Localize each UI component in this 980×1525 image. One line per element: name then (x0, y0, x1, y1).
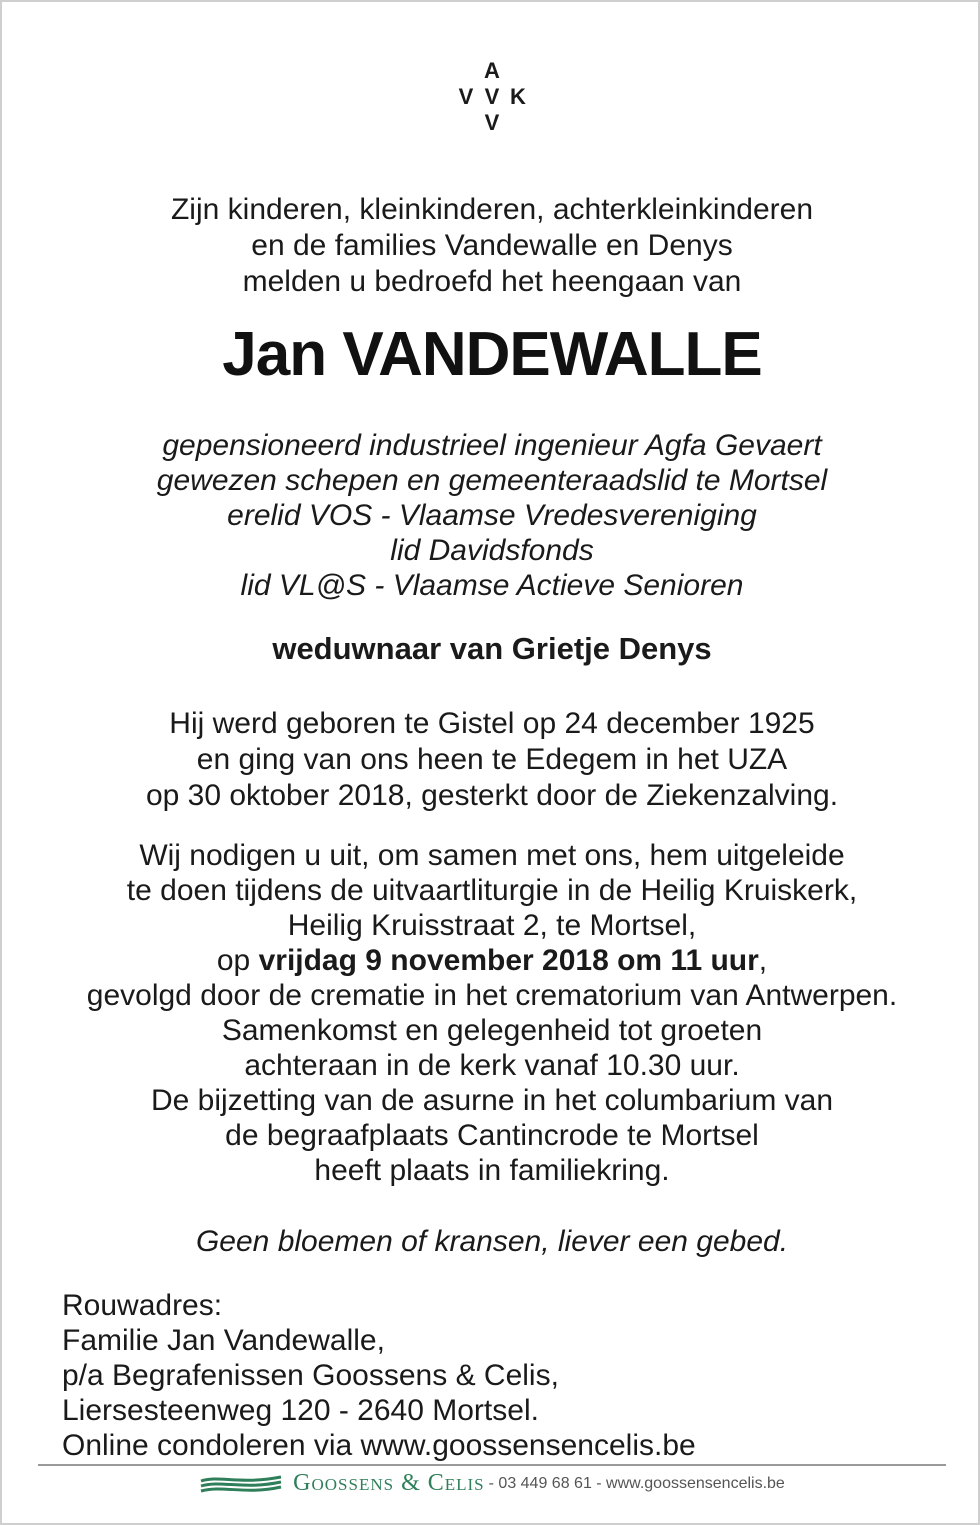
invitation-line: Heilig Kruisstraat 2, te Mortsel, (287, 909, 697, 942)
funeral-date-prefix: op (216, 944, 259, 977)
intro-line: Zijn kinderen, kleinkinderen, achterkleinkinderen (170, 193, 814, 226)
monogram-right: K (510, 84, 526, 109)
funeral-date: vrijdag 9 november 2018 om 11 uur (258, 944, 759, 977)
mourning-address (62, 1288, 696, 1463)
title-line: lid Davidsfonds (390, 534, 594, 567)
birth-death-text (2, 706, 980, 814)
footer (2, 1470, 980, 1504)
monogram-middle-row (2, 84, 980, 110)
condolence-link[interactable]: Online condoleren via www.goossensencelis.be (62, 1429, 696, 1462)
invitation-text (2, 838, 980, 1188)
invitation-line: Samenkomst en gelegenheid tot groeten (221, 1014, 763, 1047)
title-line: gewezen schepen en gemeenteraadslid te Mortsel (156, 464, 828, 497)
footer-divider (38, 1464, 946, 1466)
address-line: p/a Begrafenissen Goossens & Celis, (62, 1359, 559, 1392)
widow-line: weduwnaar van Grietje Denys (272, 631, 712, 666)
invitation-line: De bijzetting van de asurne in het columbarium van (150, 1084, 834, 1117)
monogram (2, 58, 980, 136)
monogram-bottom: V (484, 110, 500, 135)
monogram-top: A (484, 58, 500, 83)
address-line: Familie Jan Vandewalle, (62, 1324, 385, 1357)
footer-brand: Goossens & Celis (293, 1470, 485, 1496)
address-line: Rouwadres: (62, 1289, 223, 1322)
birth-death-line: en ging van ons heen te Edegem in het UZA (196, 743, 788, 776)
title-line: erelid VOS - Vlaamse Vredesvereniging (227, 499, 757, 532)
title-line: gepensioneerd industrieel ingenieur Agfa Gevaert (162, 429, 822, 462)
invitation-line: Wij nodigen u uit, om samen met ons, hem uitgeleide (139, 839, 845, 872)
birth-death-line: Hij werd geboren te Gistel op 24 december 1925 (169, 707, 815, 740)
monogram-center: V (484, 84, 500, 109)
closing-text: Geen bloemen of kransen, liever een gebed. (195, 1225, 789, 1258)
titles-list (2, 428, 980, 603)
invitation-line: de begraafplaats Cantincrode te Mortsel (225, 1119, 759, 1152)
monogram-left: V (458, 84, 474, 109)
funeral-date-line (2, 943, 980, 978)
footer-contact[interactable]: - 03 449 68 61 - www.goossensencelis.be (488, 1474, 785, 1492)
intro-text (2, 192, 980, 300)
invitation-line: gevolgd door de crematie in het crematorium van Antwerpen. (86, 979, 898, 1012)
invitation-line: heeft plaats in familiekring. (314, 1154, 670, 1187)
invitation-line: te doen tijdens de uitvaartliturgie in de Heilig Kruiskerk, (126, 874, 858, 907)
intro-line: melden u bedroefd het heengaan van (242, 265, 742, 298)
invitation-line: achteraan in de kerk vanaf 10.30 uur. (244, 1049, 740, 1082)
title-line: lid VL@S - Vlaamse Actieve Senioren (240, 569, 744, 602)
funeral-date-suffix: , (758, 944, 768, 977)
birth-death-line: op 30 oktober 2018, gesterkt door de Ziekenzalving. (145, 779, 839, 812)
intro-line: en de families Vandewalle en Denys (251, 229, 733, 262)
deceased-name: Jan VANDEWALLE (222, 320, 762, 389)
address-line: Liersesteenweg 120 - 2640 Mortsel. (62, 1394, 539, 1427)
wave-logo-icon (199, 1473, 283, 1495)
